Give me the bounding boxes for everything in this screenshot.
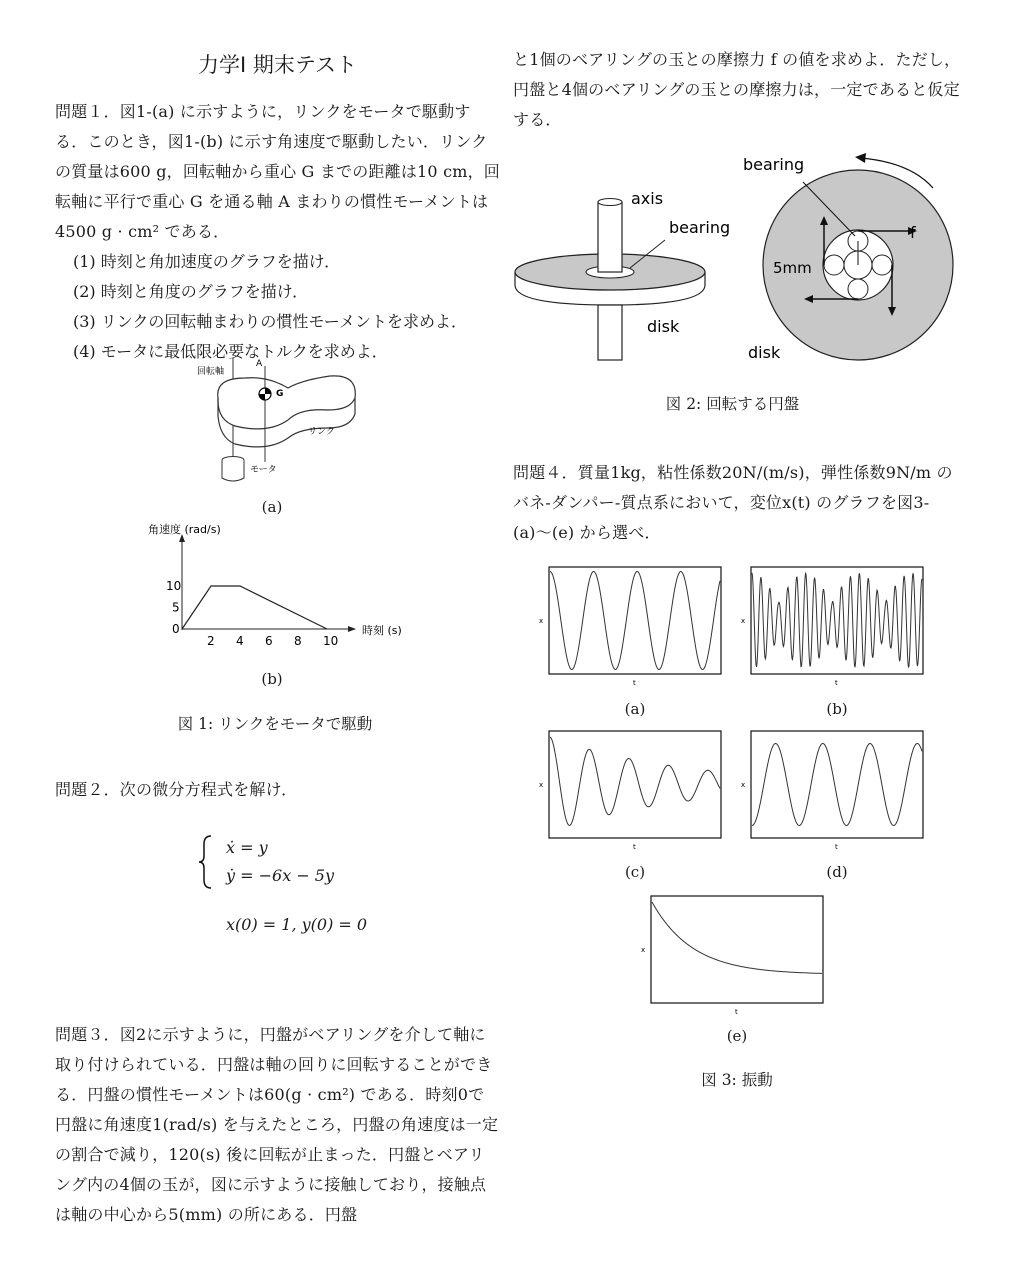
x-axis-arrow bbox=[348, 626, 356, 632]
question-2-text: 問題２．次の微分方程式を解け． bbox=[55, 780, 298, 799]
panel-frame bbox=[549, 731, 721, 838]
y-tick-label: 0 bbox=[172, 622, 180, 636]
question-3-text: 問題３．図2に示すように，円盤がベアリングを介して軸に取り付けられている．円盤は軸の回りに回転することができる．円盤の慣性モーメントは60(g · cm²) である．時刻0で円盤に角速度1(rad/s) を与えたところ，円盤の角速度は一定の割合で減り，120(s) 後に回転が止まった．円盤とベアリング内の4個の玉が，図に示すように接触しており，接触点は軸の中心から5(mm) の所にある．円盤 bbox=[55, 1025, 499, 1224]
shaft-top bbox=[598, 199, 622, 206]
label-rotation-axis: 回転軸 bbox=[197, 367, 225, 377]
panel-frame bbox=[651, 896, 823, 1003]
y-tick-label: 10 bbox=[166, 579, 182, 593]
label-f: f bbox=[910, 223, 916, 242]
figure-3b-label: (b) bbox=[826, 700, 848, 718]
figure-2-drawing bbox=[505, 140, 975, 380]
question-1-item: (4) モータに最低限必要なトルクを求めよ． bbox=[73, 342, 388, 361]
panel-x-label: t bbox=[633, 843, 636, 851]
figure-3a-panel bbox=[535, 563, 735, 693]
label-motor: モータ bbox=[250, 465, 277, 475]
rotation-arrow-head-icon bbox=[855, 153, 866, 163]
panel-y-label: x bbox=[741, 617, 746, 625]
y-axis-label: 角速度 (rad/s) bbox=[148, 523, 221, 536]
figure-3c-panel bbox=[535, 727, 735, 857]
label-bearing: bearing bbox=[669, 218, 731, 237]
label-5mm: 5mm bbox=[773, 259, 812, 277]
panel-y-label: x bbox=[539, 781, 544, 789]
panel-x-label: t bbox=[835, 843, 838, 851]
question-1-items bbox=[73, 247, 500, 367]
equation-1: ẋ = y bbox=[226, 838, 268, 857]
question-1-item: (3) リンクの回転軸まわりの慣性モーメントを求めよ． bbox=[73, 312, 467, 331]
panel-x-label: t bbox=[835, 679, 838, 687]
x-tick-label: 4 bbox=[236, 634, 244, 648]
figure-3c-label: (c) bbox=[624, 863, 646, 881]
label-link: リンク bbox=[308, 427, 335, 437]
question-3-continued: と1個のベアリングの玉との摩擦力 f の値を求めよ．ただし，円盤と4個のベアリングの玉との摩擦力は，一定であると仮定する． bbox=[513, 50, 961, 129]
figure-1a-label: (a) bbox=[261, 498, 283, 516]
figure-1a-link-drawing bbox=[190, 350, 370, 490]
link-top-face bbox=[218, 376, 356, 429]
question-1-item: (2) 時刻と角度のグラフを描け． bbox=[73, 282, 309, 301]
shaft-upper bbox=[598, 202, 622, 272]
x-tick-label: 8 bbox=[294, 634, 302, 648]
shaft-lower bbox=[598, 305, 622, 360]
question-4-text: 問題４．質量1kg，粘性係数20N/(m/s)，弾性係数9N/m のバネ-ダンパー-質点系において，変位x(t) のグラフを図3-(a)〜(e) から選べ． bbox=[513, 463, 953, 542]
label-disk: disk bbox=[647, 317, 680, 336]
bearing-ball bbox=[848, 279, 868, 299]
panel-y-label: x bbox=[741, 781, 746, 789]
panel-x-label: t bbox=[633, 679, 636, 687]
question-1-item: (1) 時刻と角加速度のグラフを描け． bbox=[73, 252, 341, 271]
left-column bbox=[55, 45, 500, 367]
figure-2-caption: 図 2: 回転する円盤 bbox=[665, 395, 800, 413]
panel-x-label: t bbox=[735, 1008, 738, 1016]
figure-1b-chart bbox=[140, 518, 420, 648]
x-axis-label: 時刻 (s) bbox=[362, 624, 402, 637]
figure-1b-label: (b) bbox=[261, 670, 283, 688]
panel-y-label: x bbox=[641, 946, 646, 954]
figure-3e-panel bbox=[637, 892, 837, 1022]
bearing-ball bbox=[872, 255, 892, 275]
label-g: G bbox=[276, 389, 284, 399]
panel-y-label: x bbox=[539, 617, 544, 625]
right-column bbox=[513, 45, 963, 135]
motor-body bbox=[222, 460, 244, 481]
x-tick-label: 2 bbox=[207, 634, 215, 648]
label-disk-top: disk bbox=[748, 343, 781, 362]
figure-3b-panel bbox=[737, 563, 937, 693]
figure-3-caption: 図 3: 振動 bbox=[701, 1071, 773, 1089]
brace-icon bbox=[198, 834, 214, 890]
figure-3d-panel bbox=[737, 727, 937, 857]
figure-3e-label: (e) bbox=[726, 1027, 748, 1045]
x-tick-label: 6 bbox=[265, 634, 273, 648]
label-bearing-top: bearing bbox=[743, 155, 805, 174]
initial-conditions: x(0) = 1, y(0) = 0 bbox=[226, 915, 368, 934]
page-title: 力学I 期末テスト bbox=[197, 53, 358, 77]
angular-velocity-series bbox=[182, 586, 327, 629]
equation-2: ẏ = −6x − 5y bbox=[226, 866, 335, 885]
label-axis: axis bbox=[631, 189, 664, 208]
figure-3d-label: (d) bbox=[826, 863, 848, 881]
x-tick-label: 10 bbox=[323, 634, 339, 648]
bearing-ball bbox=[824, 255, 844, 275]
question-1-text: 問題１．図1-(a) に示すように，リンクをモータで駆動する．このとき，図1-(b) に示す角速度で駆動したい．リンクの質量は600 g，回転軸から重心 G までの距離は10 cm，回転軸に平行で重心 G を通る軸 A まわりの慣性モーメントは4500 g · cm² である． bbox=[55, 102, 500, 241]
y-tick-label: 5 bbox=[172, 600, 180, 615]
figure-1-caption: 図 1: リンクをモータで駆動 bbox=[177, 715, 373, 733]
figure-3a-label: (a) bbox=[624, 700, 646, 718]
label-axis-a: A bbox=[256, 359, 263, 369]
panel-frame bbox=[549, 567, 721, 674]
